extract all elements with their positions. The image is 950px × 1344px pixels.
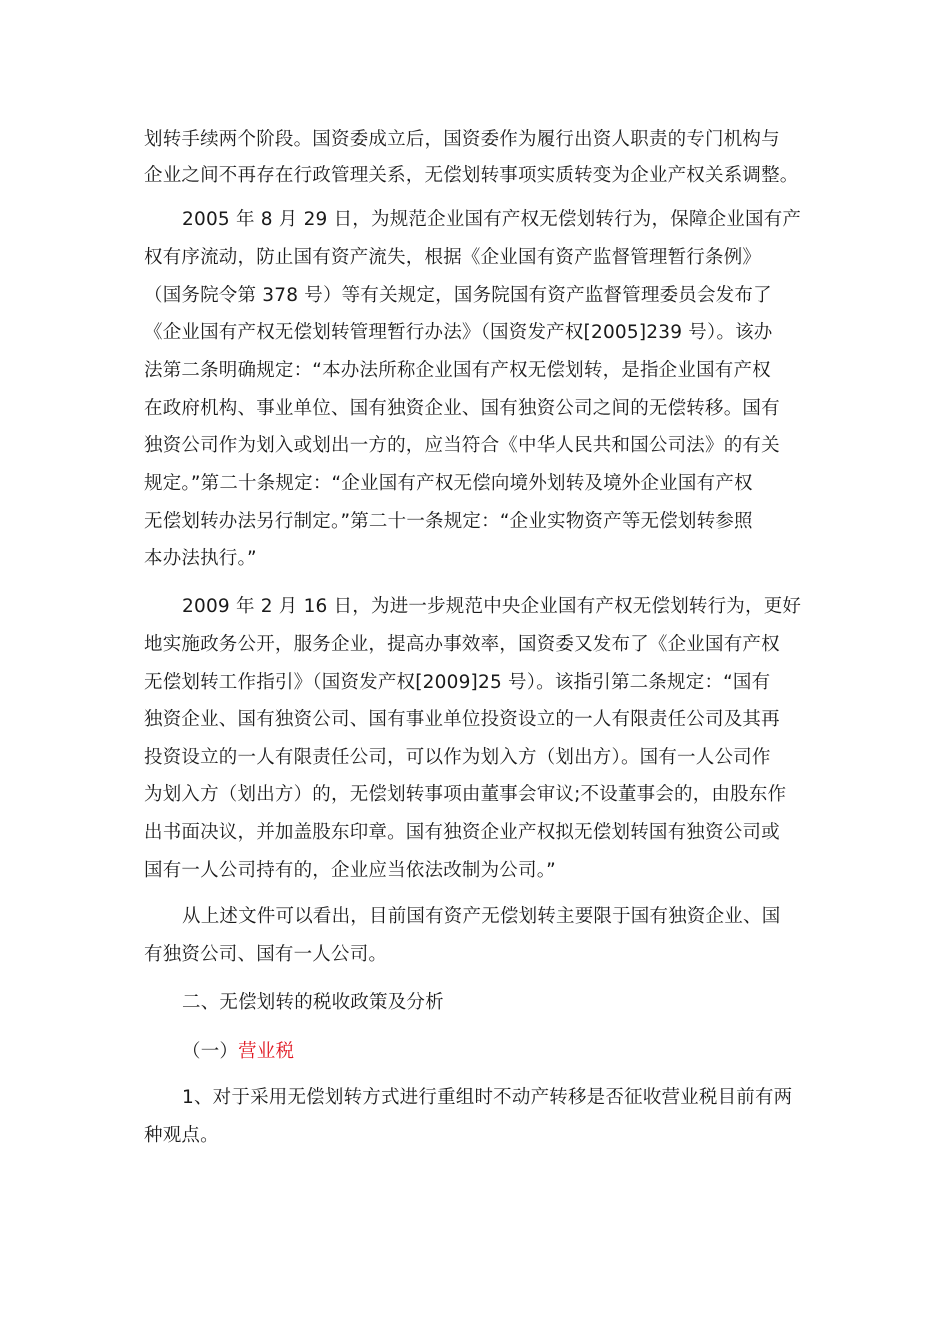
paragraph-line: 为划入方（划出方）的，无偿划转事项由董事会审议;不设董事会的，由股东作 [144, 784, 787, 805]
paragraph-line: 无偿划转办法另行制定。”第二十一条规定：“企业实物资产等无偿划转参照 [144, 511, 753, 532]
paragraph-line: 国有一人公司持有的，企业应当依法改制为公司。” [144, 860, 556, 881]
paragraph-line: 《企业国有产权无偿划转管理暂行办法》（国资发产权[2005]239 号）。该办 [144, 322, 773, 343]
paragraph-line: 权有序流动，防止国有资产流失，根据《企业国有资产监督管理暂行条例》 [144, 247, 762, 268]
subsection-title: 营业税 [238, 1041, 295, 1062]
paragraph-line: 出书面决议，并加盖股东印章。国有独资企业产权拟无偿划转国有独资公司或 [144, 822, 780, 843]
paragraph-line: 地实施政务公开，服务企业，提高办事效率，国资委又发布了《企业国有产权 [144, 634, 780, 655]
paragraph-line: 本办法执行。” [144, 548, 257, 569]
section-heading: 二、无偿划转的税收政策及分析 [182, 992, 444, 1013]
paragraph-line: 1、对于采用无偿划转方式进行重组时不动产转移是否征收营业税目前有两 [182, 1087, 793, 1108]
paragraph-line: 2009 年 2 月 16 日，为进一步规范中央企业国有产权无偿划转行为，更好 [182, 596, 802, 617]
paragraph-line: 2005 年 8 月 29 日，为规范企业国有产权无偿划转行为，保障企业国有产 [182, 209, 802, 230]
paragraph-line: 投资设立的一人有限责任公司，可以作为划入方（划出方）。国有一人公司作 [144, 747, 771, 768]
subsection-heading [182, 1040, 294, 1064]
subsection-number: （一） [182, 1041, 239, 1062]
paragraph-line: 种观点。 [144, 1125, 219, 1146]
paragraph-line: 从上述文件可以看出，目前国有资产无偿划转主要限于国有独资企业、国 [182, 906, 781, 927]
paragraph-line: 在政府机构、事业单位、国有独资企业、国有独资公司之间的无偿转移。国有 [144, 398, 780, 419]
paragraph-line: 独资公司作为划入或划出一方的，应当符合《中华人民共和国公司法》的有关 [144, 435, 780, 456]
paragraph-line: 企业之间不再存在行政管理关系，无偿划转事项实质转变为企业产权关系调整。 [144, 165, 799, 186]
paragraph-line: 划转手续两个阶段。国资委成立后，国资委作为履行出资人职责的专门机构与 [144, 129, 780, 150]
paragraph-line: 规定。”第二十条规定：“企业国有产权无偿向境外划转及境外企业国有产权 [144, 473, 753, 494]
paragraph-line: 有独资公司、国有一人公司。 [144, 944, 388, 965]
paragraph-line: 独资企业、国有独资公司、国有事业单位投资设立的一人有限责任公司及其再 [144, 709, 780, 730]
paragraph-line: 无偿划转工作指引》（国资发产权[2009]25 号）。该指引第二条规定：“国有 [144, 672, 771, 693]
paragraph-line: 法第二条明确规定：“本办法所称企业国有产权无偿划转，是指企业国有产权 [144, 360, 771, 381]
paragraph-line: （国务院令第 378 号）等有关规定，国务院国有资产监督管理委员会发布了 [144, 285, 772, 306]
